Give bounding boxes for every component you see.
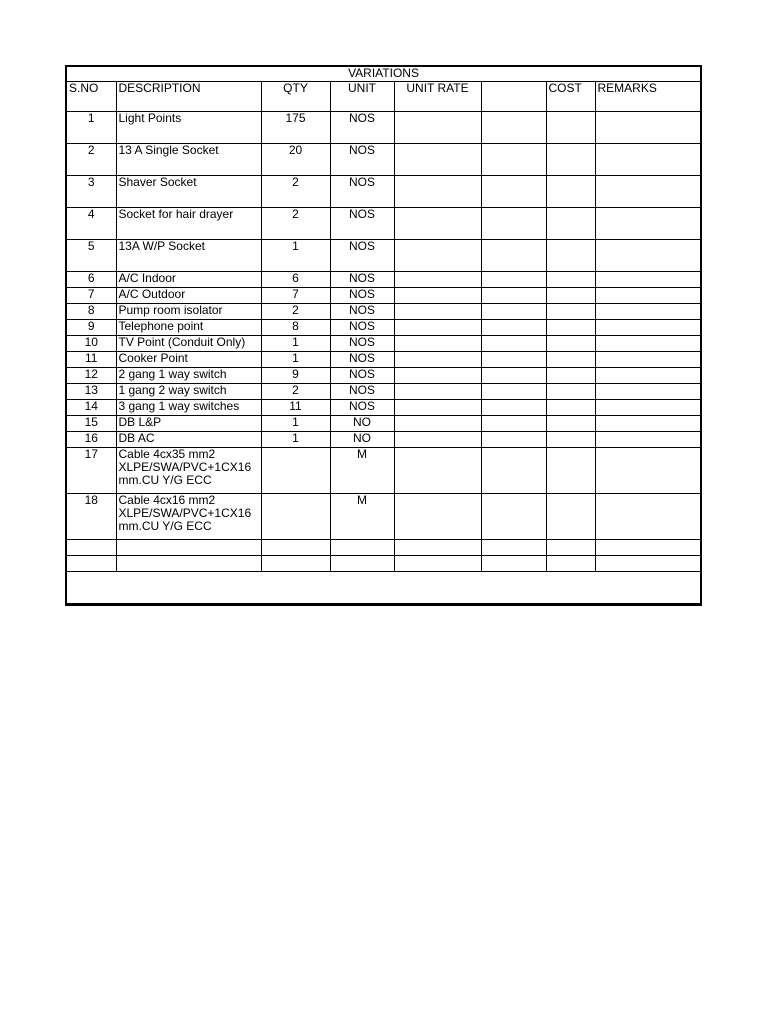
cell-unit: NO [330, 432, 394, 448]
cell-unit-rate [394, 494, 481, 540]
cell-qty: 1 [261, 240, 330, 272]
cell-unit: NOS [330, 400, 394, 416]
cell-sno: 8 [67, 304, 116, 320]
cell-sno: 4 [67, 208, 116, 240]
cell-cost [546, 432, 595, 448]
table-row [67, 208, 700, 240]
cell-remarks [595, 208, 700, 240]
cell-sno: 1 [67, 112, 116, 144]
cell-remarks [595, 112, 700, 144]
cell-unit-rate [394, 288, 481, 304]
blank-cell [394, 540, 481, 556]
cell-unit: NOS [330, 320, 394, 336]
cell-sno: 10 [67, 336, 116, 352]
cell-blank [481, 432, 546, 448]
cell-description: TV Point (Conduit Only) [116, 336, 261, 352]
cell-description: DB L&P [116, 416, 261, 432]
cell-unit: NOS [330, 272, 394, 288]
blank-cell [330, 540, 394, 556]
cell-unit: NOS [330, 176, 394, 208]
cell-description: Cable 4cx16 mm2 XLPE/SWA/PVC+1CX16 mm.CU Y/G ECC [116, 494, 261, 540]
table-row [67, 448, 700, 494]
footer-cell [67, 572, 700, 604]
cell-qty: 9 [261, 368, 330, 384]
cell-unit-rate [394, 336, 481, 352]
blank-cell [67, 556, 116, 572]
cell-unit: M [330, 494, 394, 540]
header-description: DESCRIPTION [116, 82, 261, 112]
cell-sno: 17 [67, 448, 116, 494]
cell-unit: NOS [330, 288, 394, 304]
cell-sno: 7 [67, 288, 116, 304]
cell-cost [546, 494, 595, 540]
cell-qty: 1 [261, 416, 330, 432]
cell-unit-rate [394, 176, 481, 208]
cell-remarks [595, 494, 700, 540]
cell-qty: 6 [261, 272, 330, 288]
cell-description: 13A W/P Socket [116, 240, 261, 272]
cell-description: 2 gang 1 way switch [116, 368, 261, 384]
cell-qty: 1 [261, 432, 330, 448]
cell-remarks [595, 144, 700, 176]
cell-cost [546, 352, 595, 368]
header-row [67, 82, 700, 112]
cell-cost [546, 320, 595, 336]
cell-unit: NOS [330, 336, 394, 352]
cell-qty [261, 448, 330, 494]
cell-qty: 20 [261, 144, 330, 176]
blank-cell [546, 540, 595, 556]
cell-qty: 2 [261, 208, 330, 240]
cell-remarks [595, 400, 700, 416]
cell-blank [481, 368, 546, 384]
cell-blank [481, 208, 546, 240]
cell-unit-rate [394, 352, 481, 368]
table-row [67, 352, 700, 368]
cell-remarks [595, 432, 700, 448]
cell-blank [481, 176, 546, 208]
blank-cell [595, 556, 700, 572]
cell-description: Socket for hair drayer [116, 208, 261, 240]
table-row [67, 288, 700, 304]
cell-remarks [595, 304, 700, 320]
blank-cell [261, 540, 330, 556]
cell-blank [481, 494, 546, 540]
variations-table [67, 67, 700, 604]
cell-remarks [595, 288, 700, 304]
cell-description: A/C Indoor [116, 272, 261, 288]
cell-cost [546, 416, 595, 432]
cell-sno: 12 [67, 368, 116, 384]
cell-blank [481, 336, 546, 352]
cell-sno: 16 [67, 432, 116, 448]
cell-blank [481, 400, 546, 416]
cell-cost [546, 208, 595, 240]
cell-unit: NOS [330, 208, 394, 240]
cell-sno: 18 [67, 494, 116, 540]
cell-unit: NOS [330, 384, 394, 400]
table-row [67, 176, 700, 208]
cell-sno: 2 [67, 144, 116, 176]
cell-cost [546, 240, 595, 272]
cell-remarks [595, 368, 700, 384]
header-cost: COST [546, 82, 595, 112]
cell-unit: NOS [330, 352, 394, 368]
header-qty: QTY [261, 82, 330, 112]
cell-sno: 9 [67, 320, 116, 336]
cell-sno: 6 [67, 272, 116, 288]
blank-row [67, 540, 700, 556]
cell-cost [546, 368, 595, 384]
cell-unit-rate [394, 208, 481, 240]
cell-unit-rate [394, 144, 481, 176]
cell-sno: 3 [67, 176, 116, 208]
cell-remarks [595, 336, 700, 352]
blank-cell [595, 540, 700, 556]
cell-sno: 5 [67, 240, 116, 272]
cell-remarks [595, 272, 700, 288]
table-row [67, 112, 700, 144]
table-title: VARIATIONS [67, 67, 700, 82]
cell-description: 1 gang 2 way switch [116, 384, 261, 400]
cell-blank [481, 288, 546, 304]
cell-unit: NOS [330, 240, 394, 272]
cell-description: Cooker Point [116, 352, 261, 368]
cell-sno: 15 [67, 416, 116, 432]
cell-description: Pump room isolator [116, 304, 261, 320]
table-row [67, 336, 700, 352]
cell-description: DB AC [116, 432, 261, 448]
cell-description: Light Points [116, 112, 261, 144]
cell-qty: 175 [261, 112, 330, 144]
cell-blank [481, 112, 546, 144]
cell-unit: NOS [330, 368, 394, 384]
blank-cell [67, 540, 116, 556]
cell-qty: 2 [261, 176, 330, 208]
cell-unit-rate [394, 448, 481, 494]
blank-cell [116, 556, 261, 572]
cell-unit: NOS [330, 112, 394, 144]
cell-remarks [595, 416, 700, 432]
table-row [67, 304, 700, 320]
variations-sheet [65, 65, 702, 606]
cell-cost [546, 272, 595, 288]
footer-row [67, 572, 700, 604]
blank-cell [546, 556, 595, 572]
blank-cell [330, 556, 394, 572]
cell-qty: 7 [261, 288, 330, 304]
cell-cost [546, 144, 595, 176]
cell-qty: 2 [261, 304, 330, 320]
cell-remarks [595, 384, 700, 400]
cell-unit-rate [394, 272, 481, 288]
cell-cost [546, 448, 595, 494]
cell-unit-rate [394, 304, 481, 320]
blank-cell [116, 540, 261, 556]
cell-description: 3 gang 1 way switches [116, 400, 261, 416]
cell-cost [546, 400, 595, 416]
cell-remarks [595, 320, 700, 336]
cell-remarks [595, 240, 700, 272]
cell-cost [546, 288, 595, 304]
cell-blank [481, 384, 546, 400]
table-row [67, 416, 700, 432]
cell-blank [481, 416, 546, 432]
blank-cell [394, 556, 481, 572]
cell-unit: M [330, 448, 394, 494]
cell-cost [546, 384, 595, 400]
cell-description: 13 A Single Socket [116, 144, 261, 176]
table-row [67, 400, 700, 416]
cell-description: Cable 4cx35 mm2 XLPE/SWA/PVC+1CX16 mm.CU Y/G ECC [116, 448, 261, 494]
cell-qty: 11 [261, 400, 330, 416]
table-row [67, 494, 700, 540]
cell-qty: 2 [261, 384, 330, 400]
table-row [67, 144, 700, 176]
cell-unit-rate [394, 432, 481, 448]
table-row [67, 320, 700, 336]
cell-blank [481, 448, 546, 494]
table-row [67, 384, 700, 400]
cell-unit: NOS [330, 144, 394, 176]
cell-sno: 14 [67, 400, 116, 416]
header-unit: UNIT [330, 82, 394, 112]
blank-cell [481, 556, 546, 572]
blank-cell [261, 556, 330, 572]
blank-row [67, 556, 700, 572]
cell-cost [546, 112, 595, 144]
header-blank [481, 82, 546, 112]
cell-qty: 1 [261, 336, 330, 352]
cell-sno: 11 [67, 352, 116, 368]
cell-unit: NO [330, 416, 394, 432]
cell-unit-rate [394, 320, 481, 336]
cell-remarks [595, 352, 700, 368]
cell-description: A/C Outdoor [116, 288, 261, 304]
cell-unit-rate [394, 400, 481, 416]
cell-unit-rate [394, 416, 481, 432]
cell-cost [546, 336, 595, 352]
cell-remarks [595, 448, 700, 494]
cell-unit-rate [394, 240, 481, 272]
table-row [67, 368, 700, 384]
header-unit-rate: UNIT RATE [394, 82, 481, 112]
cell-cost [546, 176, 595, 208]
cell-unit-rate [394, 384, 481, 400]
cell-description: Telephone point [116, 320, 261, 336]
cell-blank [481, 144, 546, 176]
cell-description: Shaver Socket [116, 176, 261, 208]
cell-remarks [595, 176, 700, 208]
cell-blank [481, 320, 546, 336]
cell-unit-rate [394, 368, 481, 384]
table-row [67, 272, 700, 288]
table-row [67, 240, 700, 272]
cell-unit: NOS [330, 304, 394, 320]
cell-sno: 13 [67, 384, 116, 400]
cell-qty: 8 [261, 320, 330, 336]
cell-qty: 1 [261, 352, 330, 368]
cell-blank [481, 240, 546, 272]
header-remarks: REMARKS [595, 82, 700, 112]
header-sno: S.NO [67, 82, 116, 112]
cell-qty [261, 494, 330, 540]
blank-cell [481, 540, 546, 556]
table-row [67, 432, 700, 448]
cell-blank [481, 272, 546, 288]
cell-blank [481, 352, 546, 368]
cell-unit-rate [394, 112, 481, 144]
cell-blank [481, 304, 546, 320]
cell-cost [546, 304, 595, 320]
